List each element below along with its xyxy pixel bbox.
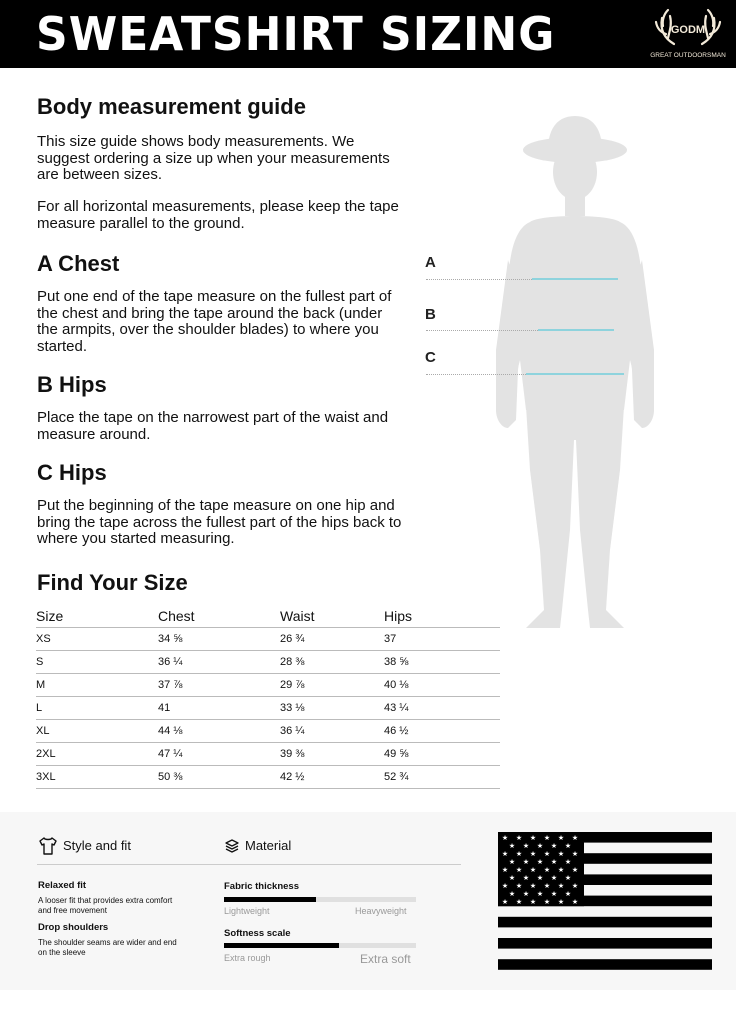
flag-star: ★: [564, 842, 572, 850]
chest-measure-line: [532, 278, 618, 280]
relaxed-fit-text: A looser fit that provides extra comfort and free movement: [38, 896, 173, 915]
flag-star: ★: [557, 834, 565, 842]
chest-cell: 34 ⅝: [158, 628, 280, 651]
waist-cell: 36 ¼: [280, 720, 384, 743]
flag-star: ★: [515, 834, 523, 842]
table-row: [36, 720, 500, 743]
softness-scale-fill: [224, 943, 339, 948]
softness-min-label: Extra rough: [224, 953, 271, 963]
flag-star: ★: [508, 874, 516, 882]
size-table-heading: Find Your Size: [37, 570, 188, 595]
flag-star: ★: [571, 882, 579, 890]
marker-leader-c: [426, 374, 526, 375]
flag-star: ★: [571, 898, 579, 906]
size-cell: XS: [36, 628, 158, 651]
size-table: [36, 604, 500, 789]
flag-star: ★: [564, 858, 572, 866]
flag-star: ★: [522, 890, 530, 898]
hips-measure-line: [526, 373, 624, 375]
flag-star: ★: [508, 842, 516, 850]
relaxed-fit-title: Relaxed fit: [38, 880, 87, 891]
chest-cell: 50 ⅜: [158, 766, 280, 789]
flag-star: ★: [564, 874, 572, 882]
flag-star: ★: [571, 866, 579, 874]
waist-cell: 39 ⅜: [280, 743, 384, 766]
chest-heading: A Chest: [37, 251, 120, 276]
table-header-row: [36, 604, 500, 628]
chest-cell: 47 ¼: [158, 743, 280, 766]
flag-star: ★: [543, 882, 551, 890]
flag-star: ★: [571, 850, 579, 858]
waist-measure-line: [538, 329, 614, 331]
size-cell: S: [36, 651, 158, 674]
flag-star: ★: [515, 898, 523, 906]
marker-label-b: B: [425, 306, 436, 323]
flag-star: ★: [529, 850, 537, 858]
waist-heading: B Hips: [37, 372, 107, 397]
size-cell: L: [36, 697, 158, 720]
marker-label-c: C: [425, 349, 436, 366]
flag-star: ★: [529, 866, 537, 874]
flag-star: ★: [529, 898, 537, 906]
size-cell: 2XL: [36, 743, 158, 766]
logo-wordmark: GREAT OUTDOORSMAN: [650, 52, 726, 59]
style-fit-heading: Style and fit: [63, 838, 131, 853]
flag-star: ★: [536, 874, 544, 882]
flag-star: ★: [550, 874, 558, 882]
flag-star: ★: [536, 890, 544, 898]
logo-monogram: GODM: [670, 24, 706, 36]
drop-shoulders-title: Drop shoulders: [38, 922, 109, 933]
flag-star: ★: [550, 890, 558, 898]
material-heading: Material: [245, 838, 292, 853]
table-row: [36, 651, 500, 674]
footer-divider: [37, 864, 461, 865]
chest-cell: 37 ⅞: [158, 674, 280, 697]
size-cell: M: [36, 674, 158, 697]
flag-star: ★: [550, 842, 558, 850]
table-row: [36, 766, 500, 789]
flag-star: ★: [557, 882, 565, 890]
column-header-hips: Hips: [384, 604, 500, 628]
flag-star: ★: [501, 898, 509, 906]
softness-max-label: Extra soft: [360, 952, 411, 966]
chest-instructions: Put one end of the tape measure on the fullest part of the chest and bring the tape around the back (under the armpits, over the shoulder blades) to where you started.: [37, 288, 392, 355]
softness-scale-label: Softness scale: [224, 928, 291, 939]
flag-star: ★: [536, 842, 544, 850]
chest-cell: 41: [158, 697, 280, 720]
flag-star: ★: [522, 858, 530, 866]
waist-cell: 28 ⅜: [280, 651, 384, 674]
flag-star: ★: [543, 834, 551, 842]
header-banner: [0, 0, 736, 68]
size-cell: 3XL: [36, 766, 158, 789]
waist-instructions: Place the tape on the narrowest part of the waist and measure around.: [37, 409, 389, 443]
flag-star: ★: [508, 890, 516, 898]
brand-logo: [648, 8, 728, 64]
thickness-max-label: Heavyweight: [355, 906, 407, 916]
flag-star: ★: [501, 882, 509, 890]
flag-star: ★: [557, 866, 565, 874]
hips-cell: 49 ⅝: [384, 743, 500, 766]
fabric-thickness-label: Fabric thickness: [224, 881, 299, 892]
hips-heading: C Hips: [37, 460, 107, 485]
guide-tape-note: For all horizontal measurements, please keep the tape measure parallel to the ground.: [37, 198, 399, 232]
flag-star: ★: [557, 850, 565, 858]
waist-cell: 29 ⅞: [280, 674, 384, 697]
flag-star: ★: [522, 842, 530, 850]
flag-star: ★: [501, 866, 509, 874]
flag-star: ★: [571, 834, 579, 842]
flag-star: ★: [557, 898, 565, 906]
column-header-chest: Chest: [158, 604, 280, 628]
table-row: [36, 628, 500, 651]
fabric-thickness-fill: [224, 897, 316, 902]
flag-star: ★: [508, 858, 516, 866]
hips-cell: 37: [384, 628, 500, 651]
flag-star: ★: [501, 850, 509, 858]
drop-shoulders-text: The shoulder seams are wider and end on the sleeve: [38, 938, 177, 957]
column-header-waist: Waist: [280, 604, 384, 628]
flag-star: ★: [529, 834, 537, 842]
flag-star: ★: [543, 898, 551, 906]
table-row: [36, 743, 500, 766]
layers-icon: [224, 838, 240, 854]
flag-star: ★: [515, 866, 523, 874]
hips-cell: 52 ¾: [384, 766, 500, 789]
hips-cell: 40 ⅛: [384, 674, 500, 697]
flag-star: ★: [564, 890, 572, 898]
page-title: SWEATSHIRT SIZING: [36, 8, 556, 62]
thickness-min-label: Lightweight: [224, 906, 270, 916]
marker-leader-b: [426, 330, 538, 331]
flag-star: ★: [515, 850, 523, 858]
guide-intro: This size guide shows body measurements. We suggest ordering a size up when your measurements are between sizes.: [37, 133, 390, 184]
waist-cell: 33 ⅛: [280, 697, 384, 720]
hips-cell: 46 ½: [384, 720, 500, 743]
softness-scale-bar: [224, 943, 416, 948]
marker-label-a: A: [425, 254, 436, 271]
flag-star: ★: [529, 882, 537, 890]
waist-cell: 26 ¾: [280, 628, 384, 651]
flag-star: ★: [543, 866, 551, 874]
flag-star: ★: [536, 858, 544, 866]
hips-instructions: Put the beginning of the tape measure on one hip and bring the tape across the fullest part of the hips back to where you started measuring.: [37, 497, 402, 548]
column-header-size: Size: [36, 604, 158, 628]
flag-star: ★: [550, 858, 558, 866]
us-flag-image: [498, 832, 712, 970]
hips-cell: 43 ¼: [384, 697, 500, 720]
flag-star: ★: [515, 882, 523, 890]
fabric-thickness-bar: [224, 897, 416, 902]
hips-cell: 38 ⅝: [384, 651, 500, 674]
size-cell: XL: [36, 720, 158, 743]
guide-heading: Body measurement guide: [37, 94, 306, 119]
marker-leader-a: [426, 279, 532, 280]
table-row: [36, 674, 500, 697]
table-row: [36, 697, 500, 720]
waist-cell: 42 ½: [280, 766, 384, 789]
body-silhouette: [420, 110, 690, 640]
flag-star: ★: [501, 834, 509, 842]
chest-cell: 44 ⅛: [158, 720, 280, 743]
chest-cell: 36 ¼: [158, 651, 280, 674]
flag-star: ★: [522, 874, 530, 882]
flag-star: ★: [543, 850, 551, 858]
shirt-icon: [38, 836, 58, 856]
